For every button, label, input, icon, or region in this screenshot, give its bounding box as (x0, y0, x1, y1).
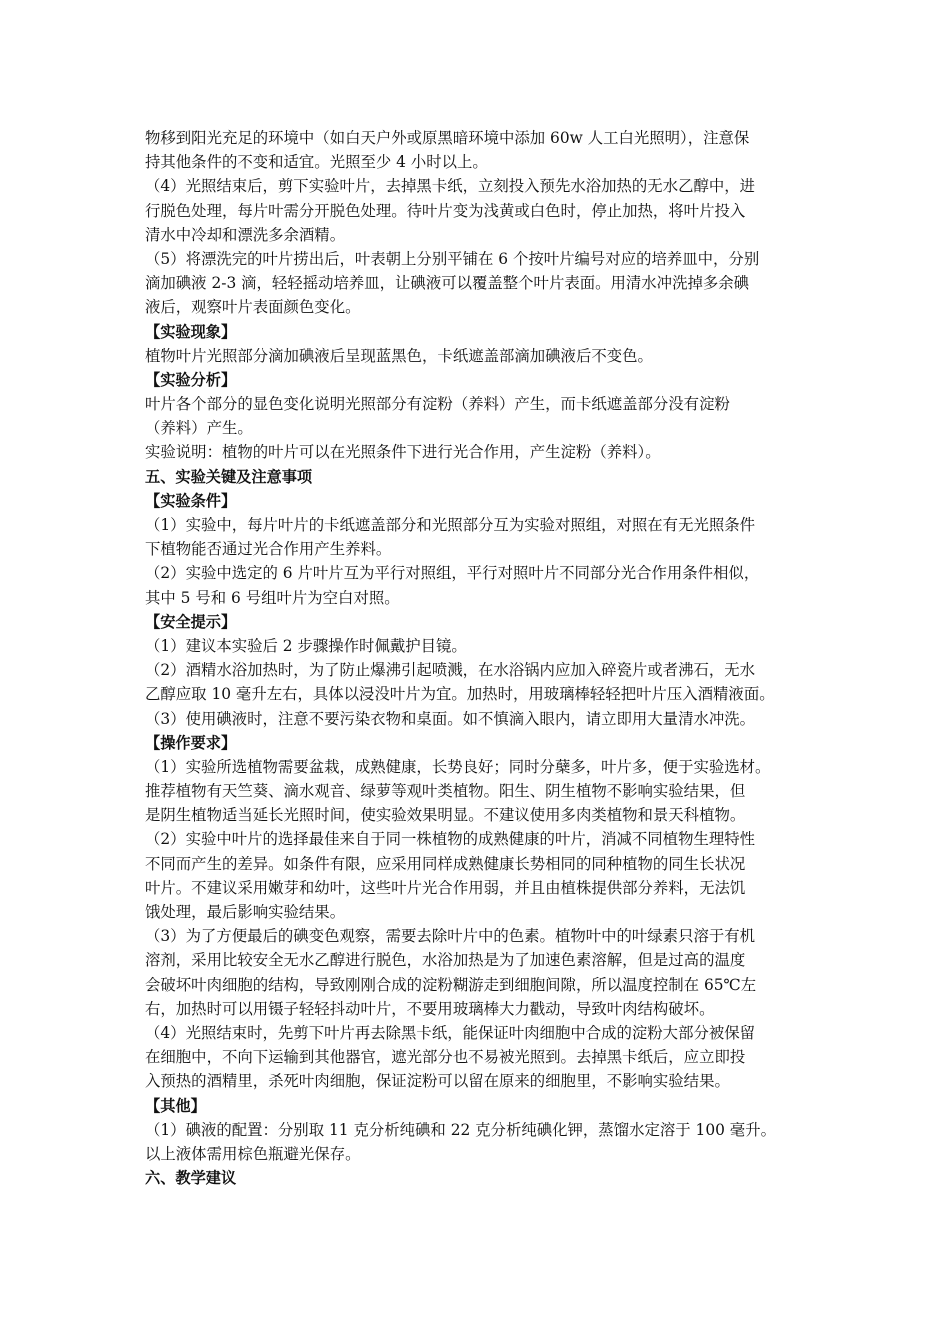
text-line: （4）光照结束后，剪下实验叶片，去掉黑卡纸，立刻投入预先水浴加热的无水乙醇中，进 (145, 177, 756, 196)
heading-safety-tips (145, 610, 817, 634)
text-line: （2）实验中选定的 6 片叶片互为平行对照组，平行对照叶片不同部分光合作用条件相似， (145, 564, 760, 583)
heading-text: 【安全提示】 (145, 612, 237, 631)
text-line: 入预热的酒精里，杀死叶肉细胞，保证淀粉可以留在原来的细胞里，不影响实验结果。 (145, 1072, 730, 1091)
heading-text: 【实验条件】 (145, 491, 237, 510)
heading-operation-requirements (145, 731, 817, 755)
text-line: 下植物能否通过光合作用产生养料。 (145, 540, 392, 559)
text-line: 叶片。不建议采用嫩芽和幼叶，这些叶片光合作用弱，并且由植株提供部分养料，无法饥 (145, 878, 746, 897)
text-line: （2）实验中叶片的选择最佳来自于同一株植物的成熟健康的叶片，消减不同植物生理特性 (145, 830, 756, 849)
step-5 (145, 247, 817, 320)
requirement-2 (145, 827, 817, 924)
requirement-4 (145, 1021, 817, 1094)
text-line: 植物叶片光照部分滴加碘液后呈现蓝黑色，卡纸遮盖部滴加碘液后不变色。 (145, 346, 653, 365)
condition-1 (145, 513, 817, 561)
text-line: （1）实验所选植物需要盆栽，成熟健康，长势良好；同时分蘖多，叶片多，便于实验选材。 (145, 757, 771, 776)
safety-3 (145, 707, 817, 731)
heading-text: 【操作要求】 (145, 733, 237, 752)
text-line: 液后，观察叶片表面颜色变化。 (145, 298, 361, 317)
heading-text: 【实验现象】 (145, 322, 237, 341)
text-line: 滴加碘液 2-3 滴，轻轻摇动培养皿，让碘液可以覆盖整个叶片表面。用清水冲洗掉多余碘 (145, 274, 750, 293)
step-3-continued (145, 126, 817, 174)
other-1 (145, 1118, 817, 1166)
text-line: 在细胞中，不向下运输到其他器官，遮光部分也不易被光照到。去掉黑卡纸后，应立即投 (145, 1048, 746, 1067)
text-line: 是阴生植物适当延长光照时间，使实验效果明显。不建议使用多肉类植物和景天科植物。 (145, 806, 746, 825)
text-line: 饿处理，最后影响实验结果。 (145, 903, 346, 921)
text-line: 乙醇应取 10 毫升左右，具体以浸没叶片为宜。加热时，用玻璃棒轻轻把叶片压入酒精液面。 (145, 685, 775, 704)
analysis-text (145, 392, 817, 440)
text-line: 实验说明：植物的叶片可以在光照条件下进行光合作用，产生淀粉（养料）。 (145, 443, 661, 462)
text-line: 以上液体需用棕色瓶避光保存。 (145, 1144, 361, 1163)
text-line: 清水中冷却和漂洗多余酒精。 (145, 225, 346, 244)
text-line: （1）建议本实验后 2 步骤操作时佩戴护目镜。 (145, 636, 467, 655)
heading-text: 五、实验关键及注意事项 (145, 467, 313, 486)
text-line: 物移到阳光充足的环境中（如白天户外或原黑暗环境中添加 60w 人工白光照明），注意保 (145, 129, 750, 147)
text-line: 会破坏叶肉细胞的结构，导致刚刚合成的淀粉糊游走到细胞间隙，所以温度控制在 65℃左 (145, 975, 757, 994)
text-line: 叶片各个部分的显色变化说明光照部分有淀粉（养料）产生，而卡纸遮盖部分没有淀粉 (145, 395, 730, 414)
text-line: 推荐植物有天竺葵、滴水观音、绿萝等观叶类植物。阳生、阴生植物不影响实验结果，但 (145, 782, 746, 801)
text-line: （4）光照结束时，先剪下叶片再去除黑卡纸，能保证叶肉细胞中合成的淀粉大部分被保留 (145, 1023, 756, 1042)
text-line: （1）实验中，每片叶片的卡纸遮盖部分和光照部分互为实验对照组，对照在有无光照条件 (145, 516, 756, 534)
safety-1 (145, 634, 817, 658)
requirement-3 (145, 924, 817, 1021)
text-line: 持其他条件的不变和适宜。光照至少 4 小时以上。 (145, 153, 488, 172)
text-line: 行脱色处理，每片叶需分开脱色处理。待叶片变为浅黄或白色时，停止加热，将叶片投入 (145, 201, 746, 220)
heading-experiment-analysis (145, 368, 817, 392)
text-line: （3）使用碘液时，注意不要污染衣物和桌面。如不慎滴入眼内，请立即用大量清水冲洗。 (145, 709, 756, 728)
text-line: 不同而产生的差异。如条件有限，应采用同样成熟健康长势相同的同种植物的同生长状况 (145, 854, 746, 873)
heading-text: 六、教学建议 (145, 1169, 237, 1188)
text-line: 右，加热时可以用镊子轻轻抖动叶片，不要用玻璃棒大力戳动，导致叶肉结构破坏。 (145, 999, 715, 1018)
experiment-note (145, 440, 817, 464)
phenomenon-text (145, 344, 817, 368)
text-line: 其中 5 号和 6 号组叶片为空白对照。 (145, 588, 400, 607)
heading-text: 【其他】 (145, 1096, 206, 1115)
section-6-title (145, 1166, 817, 1190)
condition-2 (145, 561, 817, 609)
heading-experiment-phenomenon (145, 320, 817, 344)
requirement-1 (145, 755, 817, 828)
text-line: （养料）产生。 (145, 419, 253, 438)
heading-experiment-conditions (145, 489, 817, 513)
safety-2 (145, 658, 817, 706)
text-line: （2）酒精水浴加热时，为了防止爆沸引起喷溅，在水浴锅内应加入碎瓷片或者沸石，无水 (145, 661, 756, 680)
text-line: （3）为了方便最后的碘变色观察，需要去除叶片中的色素。植物叶中的叶绿素只溶于有机 (145, 927, 756, 946)
step-4 (145, 174, 817, 247)
heading-text: 【实验分析】 (145, 370, 237, 389)
text-line: （1）碘液的配置：分别取 11 克分析纯碘和 22 克分析纯碘化钾，蒸馏水定溶于 100 毫升。 (145, 1120, 776, 1139)
heading-other (145, 1094, 817, 1118)
document-page (145, 126, 817, 1190)
text-line: 溶剂，采用比较安全无水乙醇进行脱色，水浴加热是为了加速色素溶解，但是过高的温度 (145, 951, 746, 970)
text-line: （5）将漂洗完的叶片捞出后，叶表朝上分别平铺在 6 个按叶片编号对应的培养皿中，分别 (145, 249, 760, 268)
section-5-title (145, 465, 817, 489)
